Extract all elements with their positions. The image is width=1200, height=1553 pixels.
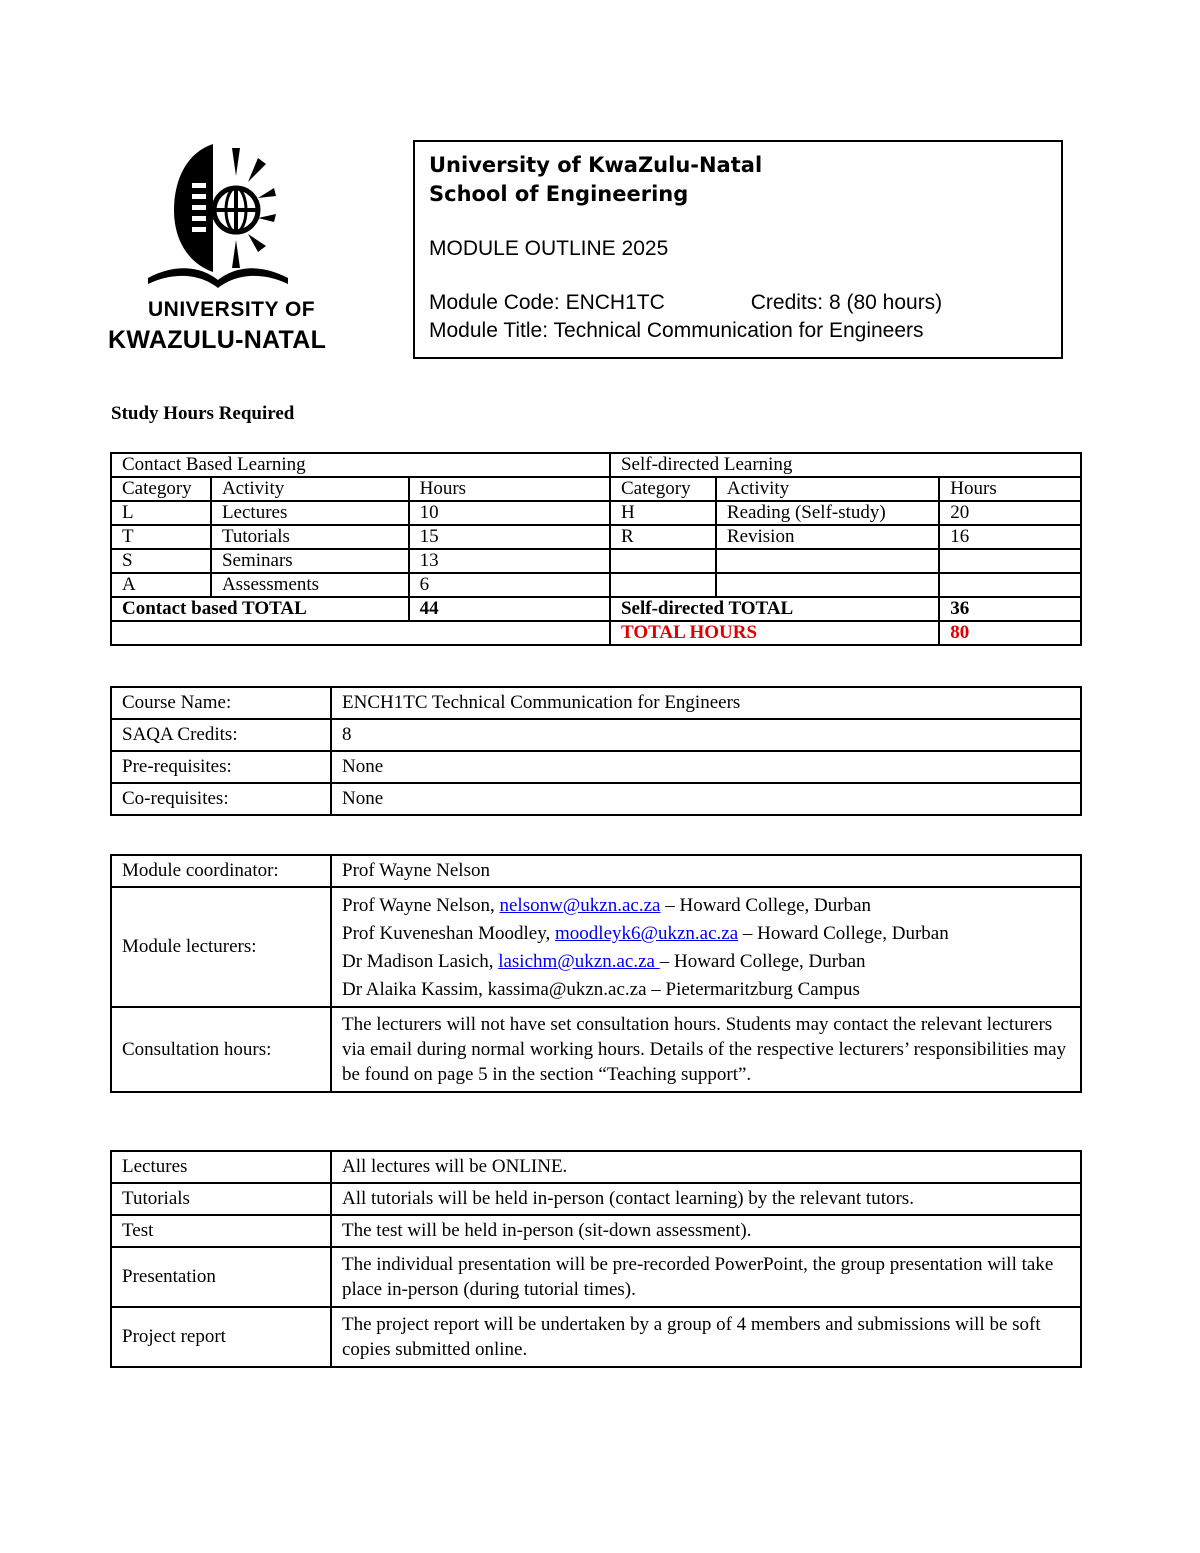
delivery-value: The individual presentation will be pre-recorded PowerPoint, the group presentation will take place in-person (during tutorial times). <box>331 1247 1081 1307</box>
delivery-label: Tutorials <box>111 1183 331 1215</box>
module-credits: Credits: 8 (80 hours) <box>750 291 943 314</box>
delivery-label: Project report <box>111 1307 331 1367</box>
column-header: Hours <box>409 477 610 501</box>
shield-emblem-icon <box>108 138 328 293</box>
course-info-table <box>110 686 1082 816</box>
logo-text-line1: UNIVERSITY OF <box>148 298 316 321</box>
university-name: University of KwaZulu-Natal <box>429 153 763 177</box>
lecturer-campus: – Howard College, Durban <box>738 923 949 944</box>
lecturer-email-link[interactable]: moodleyk6@ukzn.ac.za <box>555 923 739 944</box>
corequisites-value: None <box>331 783 1081 815</box>
lecturer-item <box>342 920 1070 948</box>
table-row <box>111 783 1081 815</box>
column-header: Activity <box>716 477 939 501</box>
module-code: Module Code: ENCH1TC <box>429 291 665 314</box>
table-row <box>111 887 1081 1007</box>
delivery-label: Presentation <box>111 1247 331 1307</box>
delivery-label: Lectures <box>111 1151 331 1183</box>
lecturer-name: Prof Wayne Nelson, <box>342 895 500 916</box>
table-row <box>111 1307 1081 1367</box>
empty-cell <box>939 549 1081 573</box>
empty-cell <box>111 621 610 645</box>
table-cell: 13 <box>409 549 610 573</box>
delivery-value: The project report will be undertaken by a group of 4 members and submissions will be soft copies submitted online. <box>331 1307 1081 1367</box>
lecturer-email-link[interactable]: nelsonw@ukzn.ac.za <box>499 895 661 916</box>
delivery-value: All lectures will be ONLINE. <box>331 1151 1081 1183</box>
table-cell: 16 <box>939 525 1081 549</box>
table-cell: Lectures <box>211 501 409 525</box>
table-row <box>111 751 1081 783</box>
corequisites-label: Co-requisites: <box>111 783 331 815</box>
lecturers-label: Module lecturers: <box>111 887 331 1007</box>
table-cell: Seminars <box>211 549 409 573</box>
course-name-label: Course Name: <box>111 687 331 719</box>
table-row <box>111 1215 1081 1247</box>
column-header: Hours <box>939 477 1081 501</box>
delivery-label: Test <box>111 1215 331 1247</box>
table-row <box>111 855 1081 887</box>
prerequisites-value: None <box>331 751 1081 783</box>
lecturer-name: Dr Madison Lasich, <box>342 951 499 972</box>
table-row <box>111 687 1081 719</box>
table-cell: S <box>111 549 211 573</box>
column-header: Category <box>610 477 716 501</box>
course-name-value: ENCH1TC Technical Communication for Engineers <box>331 687 1081 719</box>
module-outline-title: MODULE OUTLINE 2025 <box>429 237 669 260</box>
column-header: Category <box>111 477 211 501</box>
table-cell: Assessments <box>211 573 409 597</box>
table-row <box>111 549 1081 573</box>
table-row <box>111 477 1081 501</box>
logo-text-line2: KWAZULU-NATAL <box>108 326 327 354</box>
table-cell: A <box>111 573 211 597</box>
empty-cell <box>610 549 716 573</box>
self-total-label: Self-directed TOTAL <box>610 597 939 621</box>
table-row <box>111 1007 1081 1092</box>
table-cell: R <box>610 525 716 549</box>
table-cell: Revision <box>716 525 939 549</box>
self-total-value: 36 <box>939 597 1081 621</box>
lecturer-name: Prof Kuveneshan Moodley, <box>342 923 556 944</box>
table-cell: 15 <box>409 525 610 549</box>
table-row <box>111 453 1081 477</box>
self-learning-heading: Self-directed Learning <box>610 453 1081 477</box>
contact-total-value: 44 <box>409 597 610 621</box>
contact-total-label: Contact based TOTAL <box>111 597 409 621</box>
lecturer-item <box>342 948 1070 976</box>
lecturer-email-link[interactable]: lasichm@ukzn.ac.za <box>498 951 660 972</box>
total-hours-label: TOTAL HOURS <box>610 621 939 645</box>
coordinator-value: Prof Wayne Nelson <box>331 855 1081 887</box>
lecturer-item <box>342 892 1070 920</box>
module-title: Module Title: Technical Communication for Engineers <box>429 319 924 342</box>
table-row <box>111 597 1081 621</box>
empty-cell <box>716 549 939 573</box>
study-hours-heading: Study Hours Required <box>111 403 295 424</box>
empty-cell <box>716 573 939 597</box>
table-row <box>111 719 1081 751</box>
table-cell: 20 <box>939 501 1081 525</box>
consultation-label: Consultation hours: <box>111 1007 331 1092</box>
empty-cell <box>939 573 1081 597</box>
table-row <box>111 621 1081 645</box>
delivery-table <box>110 1150 1082 1368</box>
delivery-value: All tutorials will be held in-person (contact learning) by the relevant tutors. <box>331 1183 1081 1215</box>
delivery-value: The test will be held in-person (sit-down assessment). <box>331 1215 1081 1247</box>
total-hours-value: 80 <box>939 621 1081 645</box>
empty-cell <box>610 573 716 597</box>
lecturer-item: Dr Alaika Kassim, kassima@ukzn.ac.za – Pietermaritzburg Campus <box>342 979 860 1000</box>
table-row <box>111 525 1081 549</box>
lecturer-campus: – Howard College, Durban <box>660 895 872 916</box>
table-row <box>111 573 1081 597</box>
table-cell: L <box>111 501 211 525</box>
table-row <box>111 1247 1081 1307</box>
table-row <box>111 1183 1081 1215</box>
column-header: Activity <box>211 477 409 501</box>
table-row <box>111 1151 1081 1183</box>
study-hours-table <box>110 452 1082 646</box>
contact-learning-heading: Contact Based Learning <box>111 453 610 477</box>
university-logo <box>108 138 328 358</box>
table-cell: T <box>111 525 211 549</box>
table-cell: Reading (Self-study) <box>716 501 939 525</box>
table-cell: 10 <box>409 501 610 525</box>
lecturers-list <box>331 887 1081 1007</box>
coordinator-label: Module coordinator: <box>111 855 331 887</box>
table-row <box>111 501 1081 525</box>
table-cell: H <box>610 501 716 525</box>
module-header-box <box>413 140 1063 359</box>
school-name: School of Engineering <box>429 182 689 206</box>
prerequisites-label: Pre-requisites: <box>111 751 331 783</box>
lecturer-campus: – Howard College, Durban <box>659 951 866 972</box>
table-cell: 6 <box>409 573 610 597</box>
staff-table <box>110 854 1082 1093</box>
consultation-value: The lecturers will not have set consultation hours. Students may contact the relevant lecturers via email during normal working hours. Details of the respective lecturers’ responsibilities may be found on page 5 in the section “Teaching support”. <box>331 1007 1081 1092</box>
table-cell: Tutorials <box>211 525 409 549</box>
saqa-credits-label: SAQA Credits: <box>111 719 331 751</box>
module-code-row <box>429 289 1047 317</box>
saqa-credits-value: 8 <box>331 719 1081 751</box>
